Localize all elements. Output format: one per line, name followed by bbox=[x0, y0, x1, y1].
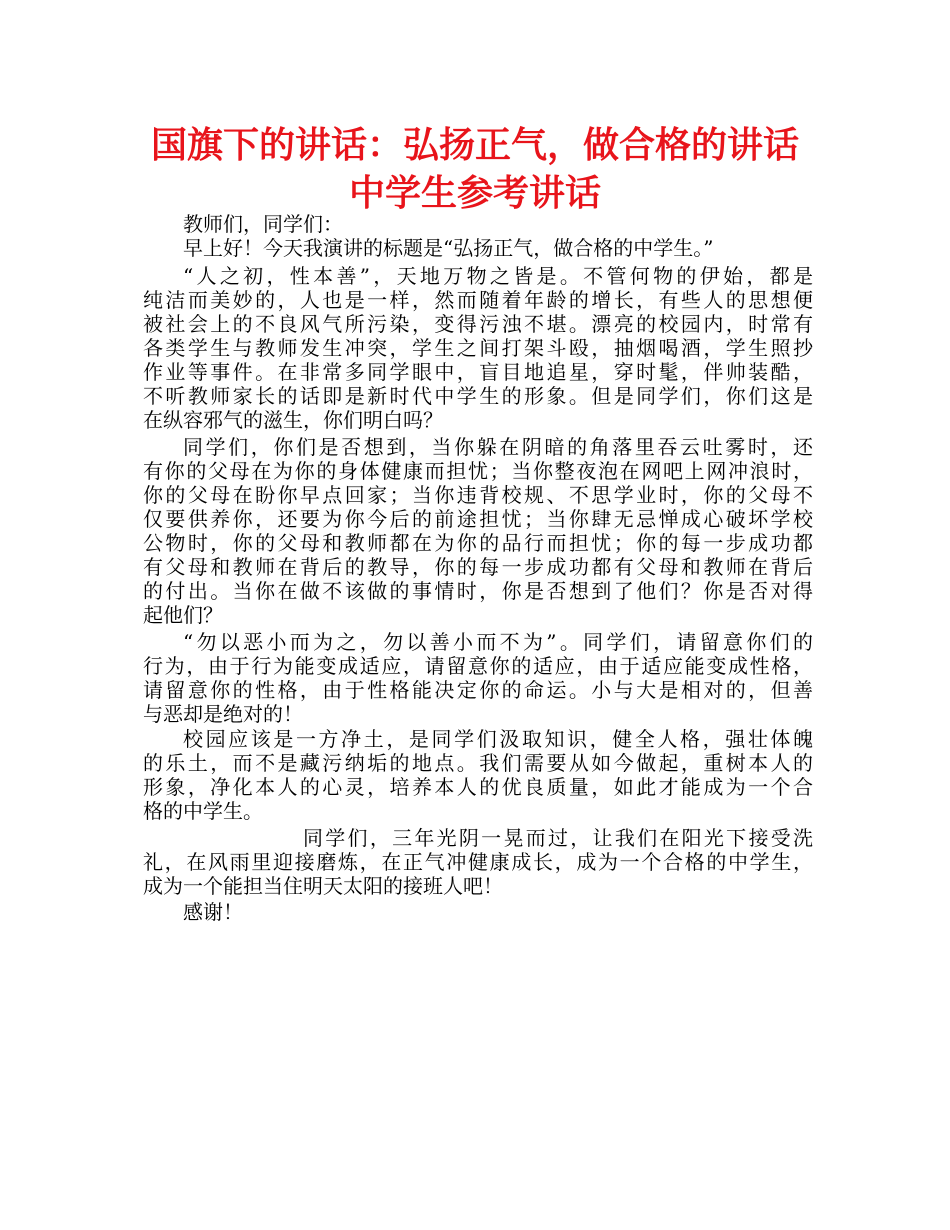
paragraph-line: 仅要供养你，还要为你今后的前途担忧；当你肆无忌惮成心破坏学校 bbox=[143, 507, 813, 531]
paragraph-line: 行为，由于行为能变成适应，请留意你的适应，由于适应能变成性格， bbox=[143, 654, 813, 678]
paragraph-line: 作业等事件。在非常多同学眼中，盲目地追星，穿时髦，伴帅装酷， bbox=[143, 360, 813, 384]
paragraph-line: 起他们？ bbox=[143, 603, 223, 627]
paragraph-line: 在纵容邪气的滋生，你们明白吗？ bbox=[143, 408, 443, 432]
paragraph-line: 同学们，三年光阴一晃而过，让我们在阳光下接受洗 bbox=[303, 826, 813, 850]
paragraph-line: 的付出。当你在做不该做的事情时，你是否想到了他们？你是否对得 bbox=[143, 579, 813, 603]
paragraph-line: 各类学生与教师发生冲突，学生之间打架斗殴，抽烟喝酒，学生照抄 bbox=[143, 336, 813, 360]
paragraph-line: “人之初，性本善”，天地万物之皆是。不管何物的伊始，都是 bbox=[183, 264, 813, 288]
closing-thanks: 感谢！ bbox=[183, 900, 243, 924]
paragraph-line: 的乐土，而不是藏污纳垢的地点。我们需要从如今做起，重树本人的 bbox=[143, 751, 813, 775]
salutation: 教师们，同学们： bbox=[183, 212, 343, 236]
paragraph-line: 与恶却是绝对的！ bbox=[143, 702, 303, 726]
paragraph-line: 你的父母在盼你早点回家；当你违背校规、不思学业时，你的父母不 bbox=[143, 483, 813, 507]
paragraph-line: “勿以恶小而为之，勿以善小而不为”。同学们，请留意你们的 bbox=[183, 630, 813, 654]
paragraph-line: 礼，在风雨里迎接磨炼，在正气冲健康成长，成为一个合格的中学生， bbox=[143, 850, 813, 874]
paragraph-line: 有你的父母在为你的身体健康而担忧；当你整夜泡在网吧上网冲浪时， bbox=[143, 459, 813, 483]
greeting-line: 早上好！今天我演讲的标题是“弘扬正气，做合格的中学生。” bbox=[183, 236, 714, 260]
paragraph-line: 有父母和教师在背后的教导，你的每一步成功都有父母和教师在背后 bbox=[143, 555, 813, 579]
paragraph-line: 格的中学生。 bbox=[143, 799, 263, 823]
paragraph-line: 公物时，你的父母和教师都在为你的品行而担忧；你的每一步成功都 bbox=[143, 531, 813, 555]
page-title: 国旗下的讲话：弘扬正气，做合格的讲话 bbox=[150, 125, 799, 166]
paragraph-line: 纯洁而美妙的，人也是一样，然而随着年龄的增长，有些人的思想便 bbox=[143, 288, 813, 312]
paragraph-line: 同学们，你们是否想到，当你躲在阴暗的角落里吞云吐雾时，还 bbox=[183, 435, 813, 459]
paragraph-line: 请留意你的性格，由于性格能决定你的命运。小与大是相对的，但善 bbox=[143, 678, 813, 702]
paragraph-line: 被社会上的不良风气所污染，变得污浊不堪。漂亮的校园内，时常有 bbox=[143, 312, 813, 336]
paragraph-line: 校园应该是一方净土，是同学们汲取知识，健全人格，强壮体魄 bbox=[183, 727, 813, 751]
paragraph-line: 成为一个能担当住明天太阳的接班人吧！ bbox=[143, 874, 503, 898]
page-title-continued: 中学生参考讲话 bbox=[348, 173, 601, 214]
paragraph-line: 形象，净化本人的心灵，培养本人的优良质量，如此才能成为一个合 bbox=[143, 775, 813, 799]
paragraph-line: 不听教师家长的话即是新时代中学生的形象。但是同学们，你们这是 bbox=[143, 384, 813, 408]
